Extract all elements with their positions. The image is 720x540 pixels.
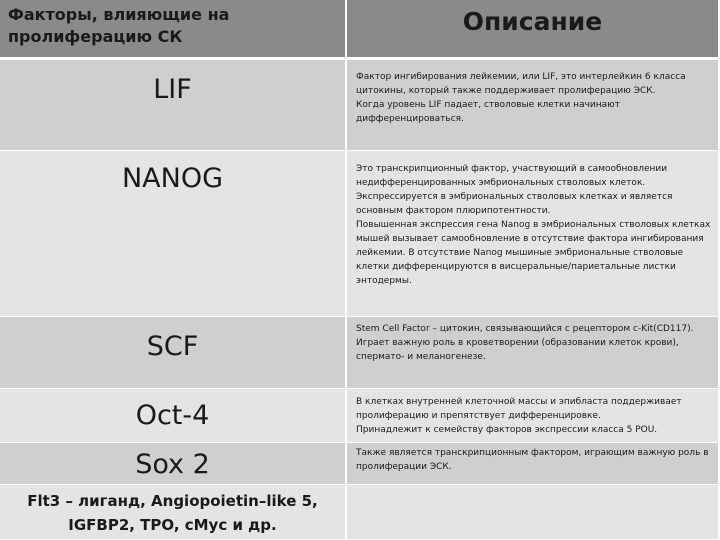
factor-name: NANOG <box>121 163 224 194</box>
table-row-scf-factor-cell <box>0 317 347 389</box>
table-row-oct4-factor-cell <box>0 389 347 443</box>
factor-description: Также является транскрипционным фактором, играющим важную роль в пролиферации ЭСК. <box>356 448 709 472</box>
factor-name: Flt3 – лиганд, Angiopoietin–like 5, IGFBP2, TPO, сMyc и др. <box>27 492 318 534</box>
factor-name: SCF <box>146 331 199 362</box>
factor-description: Stem Cell Factor – цитокин, связывающийся с рецептором c-Kit(CD117). Играет важную роль в кроветворении (образовании клеток крови), спермато- и меланогенезе. <box>356 324 694 362</box>
header-description-label: Описание <box>462 7 603 36</box>
header-description-cell <box>347 0 720 60</box>
factor-name: Sox 2 <box>135 449 210 480</box>
factor-description: В клетках внутренней клеточной массы и эпибласта поддерживает пролиферацию и препятствует дифференцировке. Принадлежит к семейству факторов экспрессии класса 5 POU. <box>356 397 682 435</box>
factor-name: Oct-4 <box>135 400 210 431</box>
table-row-other-factor-cell <box>0 485 347 540</box>
header-factors-cell <box>0 0 347 60</box>
factor-description: Фактор ингибирования лейкемии, или LIF, это интерлейкин 6 класса цитокины, который также поддерживает пролиферацию ЭСК. Когда уровень LIF падает, стволовые клетки начинают дифференцироваться. <box>356 72 686 124</box>
header-factors-label: Факторы, влияющие на пролиферацию СК <box>8 5 230 46</box>
table-row-other-description-cell <box>347 485 720 540</box>
table-row-lif-factor-cell <box>0 60 347 151</box>
table-row-nanog-factor-cell <box>0 151 347 317</box>
factor-name: LIF <box>153 74 192 105</box>
factor-description: Это транскрипционный фактор, участвующий в самообновлении недифференцированных эмбриональных стволовых клеток. Экспрессируется в эмбриональных стволовых клетках и является основным фактором плюрипотентности. Повышенная экспрессия гена Nanog в эмбриональных стволовых клетках мышей вызывает самообновление в отсутствие фактора ингибирования лейкемии. В отсутствие Nanog мышиные эмбриональные стволовые клетки дифференцируются в висцеральные/париетальные листки энтодермы. <box>356 164 711 286</box>
table-row-sox2-factor-cell <box>0 443 347 485</box>
